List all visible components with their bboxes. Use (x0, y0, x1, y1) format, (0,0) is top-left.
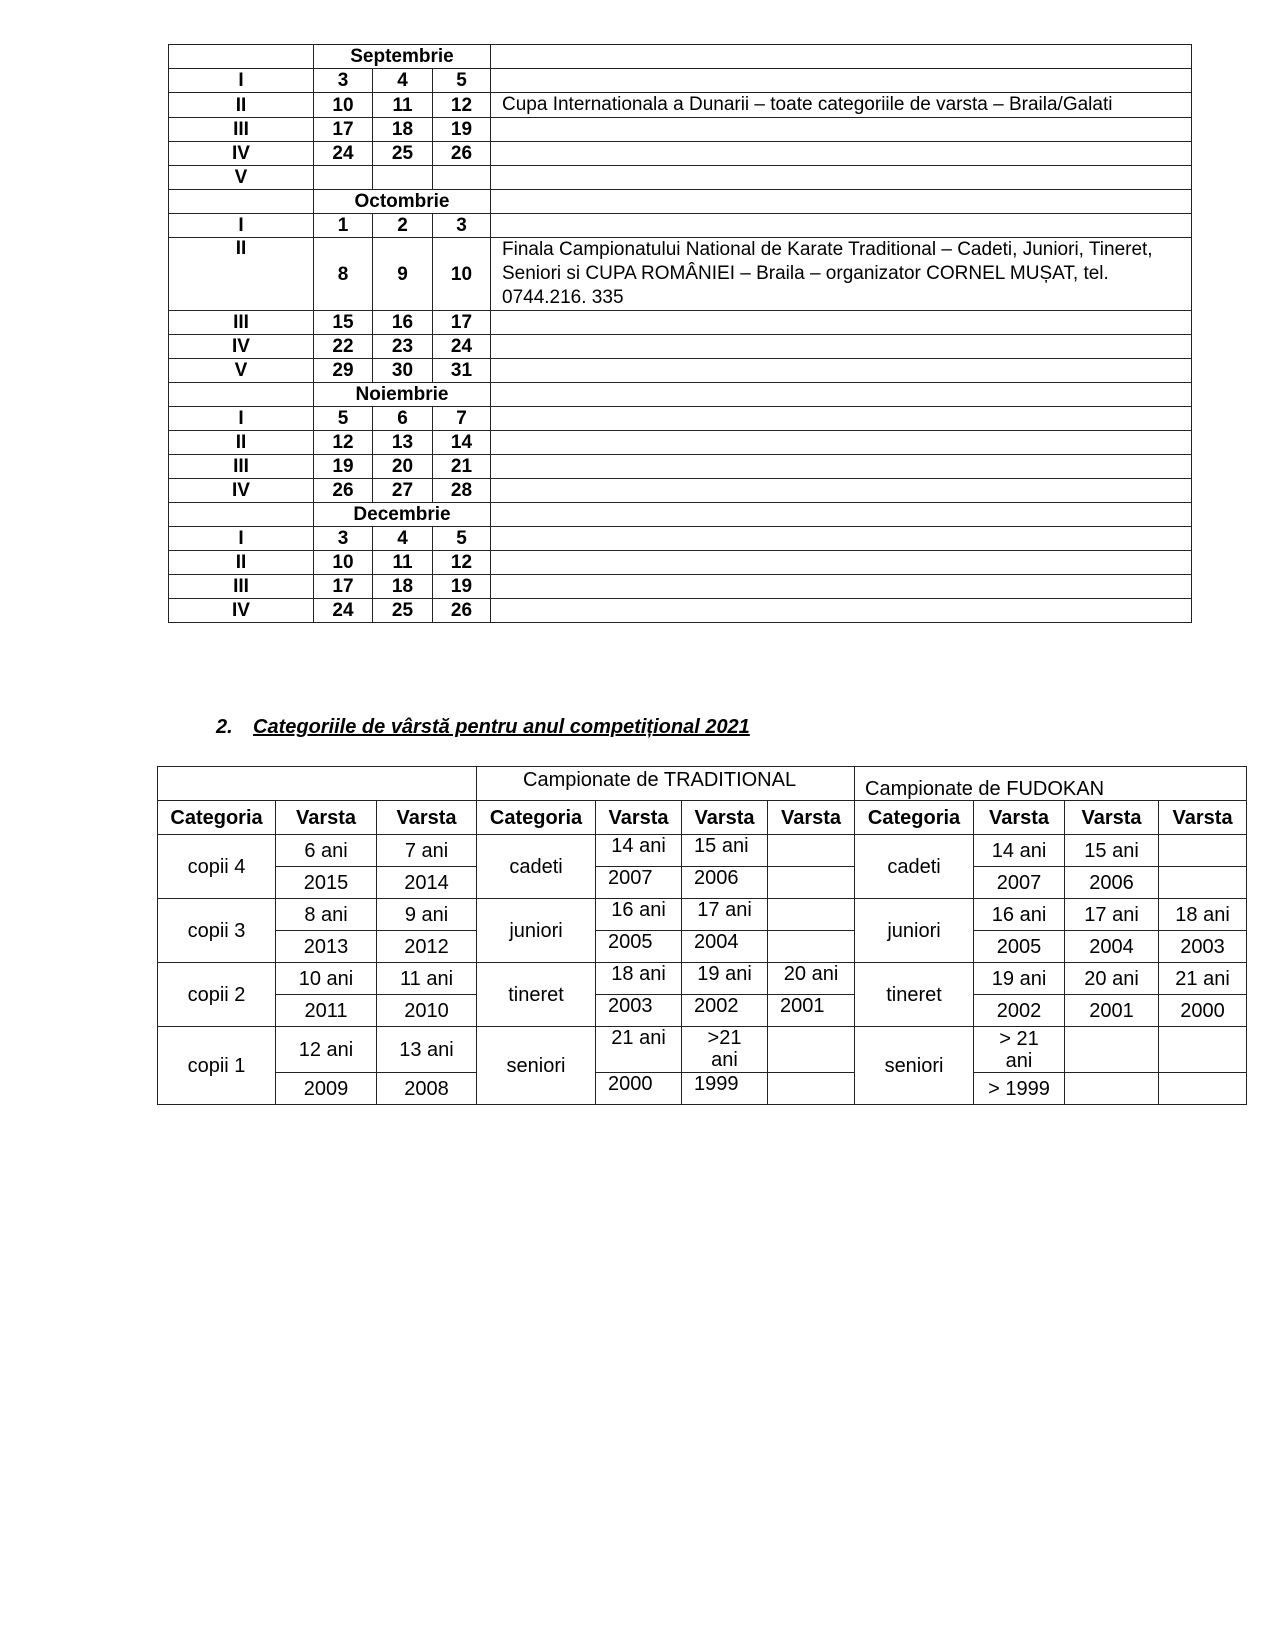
event-text (491, 575, 1192, 599)
day: 2 (373, 214, 433, 238)
age-value: 11 ani (377, 963, 477, 995)
header-varsta: Varsta (377, 801, 477, 835)
week-row (169, 214, 1192, 238)
week-number: III (169, 455, 314, 479)
age-value (768, 835, 855, 867)
age-value: 14 ani (596, 835, 682, 867)
week-row (169, 311, 1192, 335)
day: 20 (373, 455, 433, 479)
category-name: tineret (477, 963, 596, 1027)
age-row (158, 963, 1247, 995)
event-text (491, 214, 1192, 238)
header-categoria: Categoria (855, 801, 974, 835)
day: 11 (373, 551, 433, 575)
day: 19 (314, 455, 373, 479)
day: 18 (373, 118, 433, 142)
month-header-row (169, 45, 1192, 69)
event-text (491, 118, 1192, 142)
day: 17 (433, 311, 491, 335)
category-name: copii 4 (158, 835, 276, 899)
birth-year (768, 931, 855, 963)
age-value: 10 ani (276, 963, 377, 995)
birth-year: 2011 (276, 995, 377, 1027)
age-value (768, 899, 855, 931)
category-name: copii 3 (158, 899, 276, 963)
header-categoria: Categoria (477, 801, 596, 835)
event-text (491, 551, 1192, 575)
header-varsta: Varsta (974, 801, 1065, 835)
birth-year: 2009 (276, 1073, 377, 1105)
age-value: 19 ani (974, 963, 1065, 995)
day: 13 (373, 431, 433, 455)
birth-year: 2006 (1065, 867, 1159, 899)
day: 10 (314, 551, 373, 575)
section-title: Categoriile de vârstă pentru anul competițional 2021 (253, 716, 750, 738)
event-text (491, 599, 1192, 623)
section-number: 2. (216, 716, 233, 738)
week-row (169, 359, 1192, 383)
month-name: Septembrie (314, 45, 491, 69)
birth-year: 2010 (377, 995, 477, 1027)
age-row (158, 835, 1247, 867)
birth-year: 1999 (682, 1073, 768, 1105)
age-value: > 21 ani (974, 1027, 1065, 1073)
day: 17 (314, 575, 373, 599)
category-name: seniori (855, 1027, 974, 1105)
birth-year: 2007 (596, 867, 682, 899)
category-name: seniori (477, 1027, 596, 1105)
age-value: >21 ani (682, 1027, 768, 1073)
birth-year: 2004 (1065, 931, 1159, 963)
event-text (491, 359, 1192, 383)
day: 10 (314, 93, 373, 118)
fudokan-title: Campionate de FUDOKAN (855, 767, 1247, 801)
day: 26 (433, 142, 491, 166)
event-text (491, 142, 1192, 166)
age-value: 17 ani (682, 899, 768, 931)
birth-year: 2002 (974, 995, 1065, 1027)
age-value: 15 ani (1065, 835, 1159, 867)
week-row (169, 93, 1192, 118)
week-number: IV (169, 599, 314, 623)
month-name: Decembrie (314, 503, 491, 527)
week-row (169, 69, 1192, 93)
birth-year: 2000 (1159, 995, 1247, 1027)
week-row (169, 527, 1192, 551)
day: 17 (314, 118, 373, 142)
day: 24 (314, 599, 373, 623)
month-header-row (169, 190, 1192, 214)
event-text (491, 335, 1192, 359)
age-value (768, 1027, 855, 1073)
week-number: III (169, 575, 314, 599)
header-varsta: Varsta (1159, 801, 1247, 835)
birth-year: > 1999 (974, 1073, 1065, 1105)
birth-year (768, 867, 855, 899)
age-categories-table (157, 766, 1247, 1105)
championship-header-row (158, 767, 1247, 801)
day: 12 (433, 93, 491, 118)
day: 4 (373, 69, 433, 93)
week-number: I (169, 407, 314, 431)
day: 8 (314, 238, 373, 311)
age-value: 13 ani (377, 1027, 477, 1073)
day: 3 (314, 527, 373, 551)
day: 5 (433, 527, 491, 551)
category-name: juniori (855, 899, 974, 963)
day: 28 (433, 479, 491, 503)
birth-year: 2003 (596, 995, 682, 1027)
category-name: copii 2 (158, 963, 276, 1027)
age-value: 17 ani (1065, 899, 1159, 931)
day: 23 (373, 335, 433, 359)
day: 18 (373, 575, 433, 599)
event-text: Cupa Internationala a Dunarii – toate categoriile de varsta – Braila/Galati (491, 93, 1192, 118)
month-name: Noiembrie (314, 383, 491, 407)
week-number: I (169, 527, 314, 551)
day: 25 (373, 599, 433, 623)
week-number: I (169, 214, 314, 238)
competition-calendar-table (168, 44, 1192, 623)
event-text (491, 527, 1192, 551)
day: 9 (373, 238, 433, 311)
traditional-title: Campionate de TRADITIONAL (477, 767, 855, 801)
day: 29 (314, 359, 373, 383)
birth-year: 2004 (682, 931, 768, 963)
day (433, 166, 491, 190)
age-row (158, 1027, 1247, 1073)
day: 10 (433, 238, 491, 311)
week-row (169, 142, 1192, 166)
age-value: 20 ani (768, 963, 855, 995)
event-text (491, 407, 1192, 431)
month-header-row (169, 503, 1192, 527)
week-number: V (169, 359, 314, 383)
birth-year: 2003 (1159, 931, 1247, 963)
week-row (169, 407, 1192, 431)
header-varsta: Varsta (276, 801, 377, 835)
event-text (491, 431, 1192, 455)
week-number: III (169, 311, 314, 335)
age-value: 18 ani (596, 963, 682, 995)
birth-year: 2002 (682, 995, 768, 1027)
month-name: Octombrie (314, 190, 491, 214)
birth-year: 2015 (276, 867, 377, 899)
event-text (491, 69, 1192, 93)
day: 11 (373, 93, 433, 118)
day: 5 (433, 69, 491, 93)
week-number: II (169, 431, 314, 455)
week-number: II (169, 551, 314, 575)
day: 3 (314, 69, 373, 93)
week-row (169, 335, 1192, 359)
day: 24 (314, 142, 373, 166)
week-row (169, 431, 1192, 455)
age-value (1065, 1027, 1159, 1073)
age-value: 7 ani (377, 835, 477, 867)
category-name: tineret (855, 963, 974, 1027)
month-header-row (169, 383, 1192, 407)
birth-year (1159, 1073, 1247, 1105)
day: 4 (373, 527, 433, 551)
category-name: cadeti (855, 835, 974, 899)
header-varsta: Varsta (596, 801, 682, 835)
birth-year: 2014 (377, 867, 477, 899)
day: 26 (433, 599, 491, 623)
header-varsta: Varsta (768, 801, 855, 835)
day: 19 (433, 118, 491, 142)
event-text (491, 479, 1192, 503)
age-value: 20 ani (1065, 963, 1159, 995)
week-row (169, 479, 1192, 503)
week-row (169, 118, 1192, 142)
week-row (169, 166, 1192, 190)
age-value: 21 ani (596, 1027, 682, 1073)
header-categoria: Categoria (158, 801, 276, 835)
week-number: V (169, 166, 314, 190)
day: 12 (314, 431, 373, 455)
week-number: II (169, 238, 314, 311)
week-number: I (169, 69, 314, 93)
birth-year: 2005 (596, 931, 682, 963)
category-name: copii 1 (158, 1027, 276, 1105)
year-row (158, 867, 1247, 899)
age-value (1159, 835, 1247, 867)
event-text (491, 311, 1192, 335)
day: 21 (433, 455, 491, 479)
section-heading (216, 716, 750, 739)
age-value: 15 ani (682, 835, 768, 867)
age-value: 16 ani (596, 899, 682, 931)
day: 5 (314, 407, 373, 431)
day: 7 (433, 407, 491, 431)
week-row (169, 575, 1192, 599)
week-row (169, 599, 1192, 623)
birth-year: 2007 (974, 867, 1065, 899)
birth-year: 2000 (596, 1073, 682, 1105)
age-value: 12 ani (276, 1027, 377, 1073)
day: 27 (373, 479, 433, 503)
birth-year (768, 1073, 855, 1105)
day: 19 (433, 575, 491, 599)
category-name: juniori (477, 899, 596, 963)
day: 22 (314, 335, 373, 359)
day: 31 (433, 359, 491, 383)
day: 26 (314, 479, 373, 503)
birth-year: 2013 (276, 931, 377, 963)
week-number: IV (169, 479, 314, 503)
age-value: 21 ani (1159, 963, 1247, 995)
column-header-row (158, 801, 1247, 835)
birth-year: 2012 (377, 931, 477, 963)
week-number: III (169, 118, 314, 142)
category-name: cadeti (477, 835, 596, 899)
birth-year: 2006 (682, 867, 768, 899)
day: 1 (314, 214, 373, 238)
week-row (169, 455, 1192, 479)
day: 24 (433, 335, 491, 359)
day: 30 (373, 359, 433, 383)
day (314, 166, 373, 190)
birth-year: 2001 (1065, 995, 1159, 1027)
age-value: 14 ani (974, 835, 1065, 867)
age-value: 8 ani (276, 899, 377, 931)
day: 6 (373, 407, 433, 431)
age-value (1159, 1027, 1247, 1073)
week-number: IV (169, 142, 314, 166)
event-text (491, 166, 1192, 190)
birth-year (1159, 867, 1247, 899)
week-row (169, 238, 1192, 311)
year-row (158, 1073, 1247, 1105)
birth-year (1065, 1073, 1159, 1105)
age-value: 19 ani (682, 963, 768, 995)
event-text (491, 455, 1192, 479)
week-row (169, 551, 1192, 575)
day: 15 (314, 311, 373, 335)
age-value: 18 ani (1159, 899, 1247, 931)
header-varsta: Varsta (682, 801, 768, 835)
age-row (158, 899, 1247, 931)
day: 3 (433, 214, 491, 238)
birth-year: 2008 (377, 1073, 477, 1105)
age-value: 16 ani (974, 899, 1065, 931)
day: 25 (373, 142, 433, 166)
day: 16 (373, 311, 433, 335)
birth-year: 2001 (768, 995, 855, 1027)
week-number: IV (169, 335, 314, 359)
year-row (158, 931, 1247, 963)
year-row (158, 995, 1247, 1027)
day: 14 (433, 431, 491, 455)
event-text: Finala Campionatului National de Karate Traditional – Cadeti, Juniori, Tineret, Seniori si CUPA ROMÂNIEI – Braila – organizator CORNEL MUȘAT, tel. 0744.216. 335 (491, 238, 1192, 311)
day (373, 166, 433, 190)
day: 12 (433, 551, 491, 575)
birth-year: 2005 (974, 931, 1065, 963)
week-number: II (169, 93, 314, 118)
age-value: 6 ani (276, 835, 377, 867)
header-varsta: Varsta (1065, 801, 1159, 835)
age-value: 9 ani (377, 899, 477, 931)
